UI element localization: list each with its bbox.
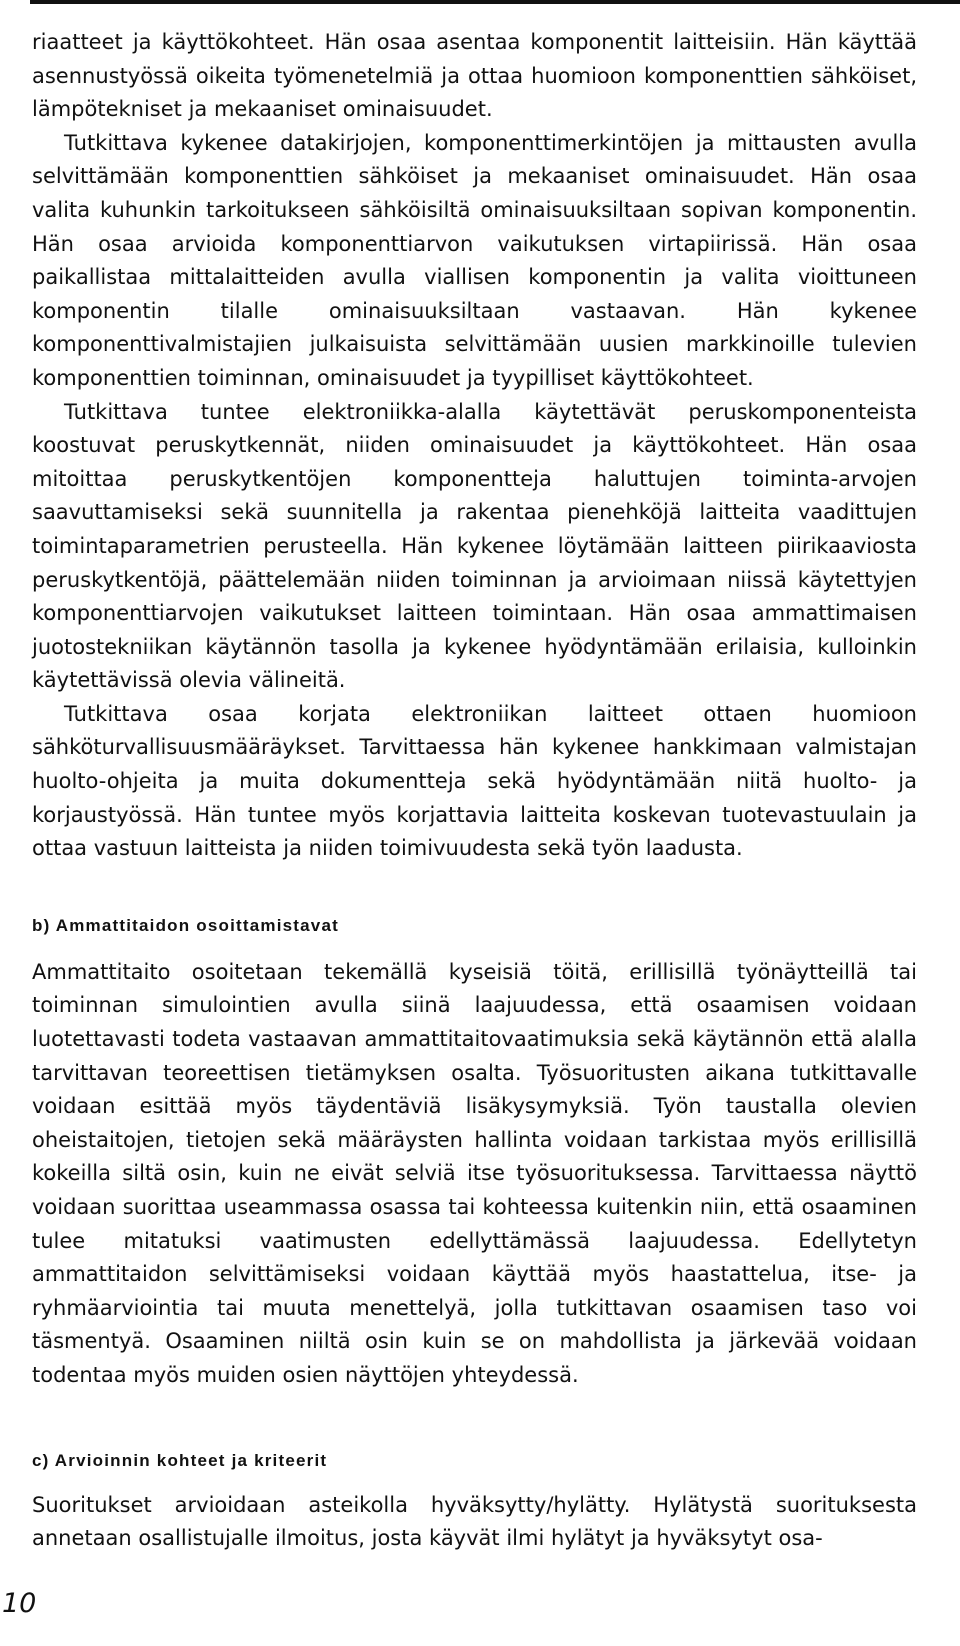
top-rule [30, 0, 960, 4]
section-heading-c: c) Arvioinnin kohteet ja kriteerit [32, 1450, 328, 1470]
paragraph-a3: Tutkittava tuntee elektroniikka-alalla käytettävät peruskomponenteista koostuvat peruskytkennät, niiden ominaisuudet ja käyttökohteet. Hän osaa mitoittaa peruskytkentöjen komponentteja haluttujen toiminta-arvojen saavuttamiseksi sekä suunnitella ja rakentaa pienehköjä laitteita vaadittujen toimintaparametrien perusteella. Hän kykenee löytämään laitteen piirikaaviosta peruskytkentöjä, päättelemään niiden toiminnan ja arvioimaan niissä käytettyjen komponenttiarvojen vaikutukset laitteen toimintaan. Hän osaa ammattimaisen juotostekniikan käytännön tasolla ja kykenee hyödyntämään erilaisia, kulloinkin käytettävissä olevia välineitä. [32, 399, 917, 693]
section-heading-b: b) Ammattitaidon osoittamistavat [32, 915, 339, 935]
page-number: 10 [2, 1588, 37, 1619]
paragraph-b: Ammattitaito osoitetaan tekemällä kyseisiä töitä, erillisillä työnäytteillä tai toiminnan simulointien avulla siinä laajuudessa, että osaamisen voidaan luotettavasti todeta vastaavan ammattitaitovaatimuksia sekä käytännön että alalla tarvittavan teoreettisen tietämyksen osalta. Työsuoritusten aikana tutkittavalle voidaan esittää myös täydentäviä lisäkysymyksiä. Työn taustalla olevien oheistaitojen, tietojen sekä määräysten hallinta voidaan tarkistaa myös erillisillä kokeilla siltä osin, kuin ne eivät selviä itse työsuorituksessa. Tarvittaessa näyttö voidaan suorittaa useammassa osassa tai kohteessa kuitenkin niin, että osaaminen tulee mitatuksi vaatimusten edellyttämässä laajuudessa. Edellytetyn ammattitaidon selvittämiseksi voidaan käyttää myös haastattelua, itse- ja ryhmäarviointia tai muuta menettelyä, jolla tutkittavan osaamisen taso voi täsmentyä. Osaaminen niiltä osin kuin se on mahdollista ja järkevää voidaan todentaa myös muiden osien näyttöjen yhteydessä. [32, 959, 917, 1387]
paragraph-a4: Tutkittava osaa korjata elektroniikan laitteet ottaen huomioon sähköturvallisuusmääräykset. Tarvittaessa hän kykenee hankkimaan valmistajan huolto-ohjeita ja muita dokumentteja sekä hyödyntämään niitä huolto- ja korjaustyössä. Hän tuntee myös korjattavia laitteita koskevan tuotevastuulain ja ottaa vastuun laitteista ja niiden toimivuudesta sekä työn laadusta. [32, 701, 917, 861]
paragraph-a2: Tutkittava kykenee datakirjojen, komponenttimerkintöjen ja mittausten avulla selvittämään komponenttien sähköiset ja mekaaniset ominaisuudet. Hän osaa valita kuhunkin tarkoitukseen sähköisiltä ominaisuuksiltaan sopivan komponentin. Hän osaa arvioida komponenttiarvon vaikutuksen virtapiirissä. Hän osaa paikallistaa mittalaitteiden avulla viallisen komponentin ja valita vioittuneen komponentin tilalle ominaisuuksiltaan vastaavan. Hän kykenee komponenttivalmistajien julkaisuista selvittämään uusien markkinoille tulevien komponenttien toiminnan, ominaisuudet ja tyypilliset käyttökohteet. [32, 130, 917, 390]
paragraph-c: Suoritukset arvioidaan asteikolla hyväksytty/hylätty. Hylätystä suorituksesta annetaan osallistujalle ilmoitus, josta käyvät ilmi hylätyt ja hyväksytyt osa- [32, 1492, 917, 1551]
paragraph-a1: riaatteet ja käyttökohteet. Hän osaa asentaa komponentit laitteisiin. Hän käyttää asennustyössä oikeita työmenetelmiä ja ottaa huomioon komponenttien sähköiset, lämpötekniset ja mekaaniset ominaisuudet. [32, 30, 917, 122]
page-content [32, 26, 917, 1556]
